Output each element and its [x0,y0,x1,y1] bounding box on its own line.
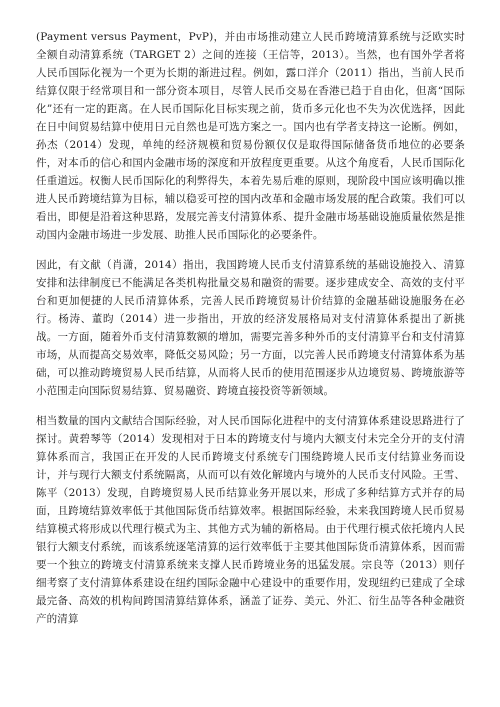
body-paragraph-3: 相当数量的国内文献结合国际经验，对人民币国际化进程中的支付清算体系建设思路进行了探讨。黄碧琴等（2014）发现相对于日本的跨境支付与境内大额支付未完全分开的支付清算体系而言，我国正在开发的人民币跨境支付系统专门围绕跨境人民币支付结算业务而设计，并与现行大额支付系统隔离，从而可以有效化解境内与境外的人民币支付风险。王雪、陈平（2013）发现，自跨境贸易人民币结算业务开展以来，形成了多种结算方式并存的局面，且跨境结算效率低于其他国际货币结算效率。根据国际经验，未来我国跨境人民币贸易结算模式将形成以代理行模式为主、其他方式为辅的新格局。由于代理行模式依托境内人民银行大额支付系统，而该系统逐笔清算的运行效率低于主要其他国际货币清算体系，因而需要一个独立的跨境支付清算系统来支撑人民币跨境业务的迅猛发展。宗良等（2013）则仔细考察了支付清算体系建设在纽约国际金融中心建设中的重要作用，发现纽约已建成了全球最完备、高效的机构间跨国清算结算体系，涵盖了证券、美元、外汇、衍生品等各种金融资产的清算 [36,415,465,625]
body-paragraph-1: (Payment versus Payment，PvP)，并由市场推动建立人民币跨境清算系统与泛欧实时全额自动清算系统（TARGET 2）之间的连接（王信等，2013）。当然，也有国外学者将人民币国际化视为一个更为长期的渐进过程。例如，露口洋介（2011）指出，当前人民币结算仅限于经常项目和一部分资本项目，尽管人民币交易在香港已趋于自由化，但离“国际化”还有一定的距离。在人民币国际化目标实现之前，货币多元化也不失为次优选择，因此在日中间贸易结算中使用日元自然也是可选方案之一。国内也有学者支持这一论断。例如，孙杰（2014）发现，单纯的经济规模和贸易份额仅仅是取得国际储备货币地位的必要条件，对本币的信心和国内金融市场的深度和开放程度更重要。从这个角度看，人民币国际化任重道远。权衡人民币国际化的利弊得失，本着先易后难的原则，现阶段中国应该明确以推进人民币跨境结算为目标，辅以稳妥可控的国内改革和金融市场发展的配合政策。我们可以看出，即便是沿着这种思路，发展完善支付清算体系、提升金融市场基础设施质量依然是推动国内金融市场进一步发展、助推人民币国际化的必要条件。 [36,31,465,241]
body-paragraph-2: 因此，有文献（肖潇，2014）指出，我国跨境人民币支付清算系统的基础设施投入、清算安排和法律制度已不能满足各类机构批量交易和融资的需要。逐步建成安全、高效的支付平台和更加便捷的人民币清算体系，完善人民币跨境贸易计价结算的金融基础设施服务在必行。杨涛、董昀（2014）进一步指出，开放的经济发展格局对支付清算体系提出了新挑战。一方面，随着外币支付清算数额的增加，需要完善多种外币的支付清算平台和支付清算市场，从而提高交易效率，降低交易风险；另一方面，以完善人民币跨境支付清算体系为基础，可以推动跨境贸易人民币结算，从而将人民币的使用范围逐步从边境贸易、跨境旅游等小范围走向国际贸易结算、贸易融资、跨境直接投资等新领域。 [36,259,465,397]
